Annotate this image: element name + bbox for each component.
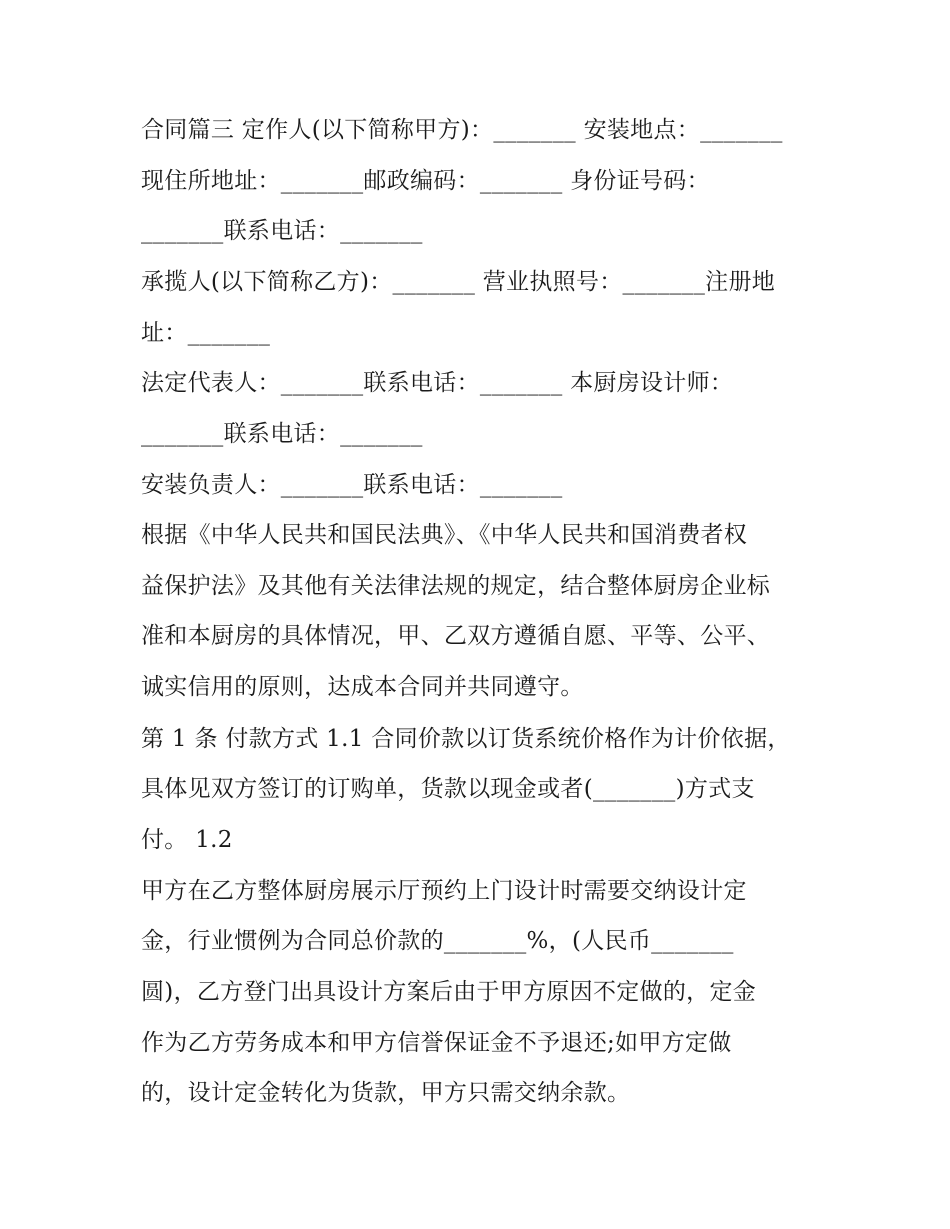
contract-heading-line: 合同篇三 定作人(以下简称甲方)：_______ 安装地点：_______ <box>141 117 783 143</box>
text-line: 址：_______ <box>141 320 271 346</box>
text-line: 具体见双方签订的订购单，货款以现金或者(_______)方式支 <box>141 776 755 802</box>
text-line: 益保护法》及其他有关法律法规的规定，结合整体厨房企业标 <box>141 573 771 599</box>
text-line: 根据《中华人民共和国民法典》、《中华人民共和国消费者权 <box>141 522 748 548</box>
text-line: 金，行业惯例为合同总价款的_______%，(人民币_______ <box>141 928 734 954</box>
text-line: 圆)，乙方登门出具设计方案后由于甲方原因不定做的，定金 <box>141 979 757 1005</box>
text-line: 付。 1.2 <box>141 827 233 853</box>
text-line: 现住所地址：_______邮政编码：_______ 身份证号码： <box>141 168 710 194</box>
text-line: 安装负责人：_______联系电话：_______ <box>141 472 563 498</box>
article-heading-line: 第 1 条 付款方式 1.1 合同价款以订货系统价格作为计价依据， <box>141 726 791 752</box>
text-line: 法定代表人：_______联系电话：_______ 本厨房设计师： <box>141 370 734 396</box>
text-line: 甲方在乙方整体厨房展示厅预约上门设计时需要交纳设计定 <box>141 878 747 904</box>
text-line: 准和本厨房的具体情况，甲、乙双方遵循自愿、平等、公平、 <box>141 623 771 649</box>
text-line: 作为乙方劳务成本和甲方信誉保证金不予退还;如甲方定做 <box>141 1030 732 1056</box>
text-line: 的，设计定金转化为货款，甲方只需交纳余款。 <box>141 1080 631 1106</box>
text-line: 诚实信用的原则，达成本合同并共同遵守。 <box>141 674 584 700</box>
text-line: _______联系电话：_______ <box>141 421 423 447</box>
text-line: _______联系电话：_______ <box>141 218 423 244</box>
text-line: 承揽人(以下简称乙方)：_______ 营业执照号：_______注册地 <box>141 269 776 295</box>
